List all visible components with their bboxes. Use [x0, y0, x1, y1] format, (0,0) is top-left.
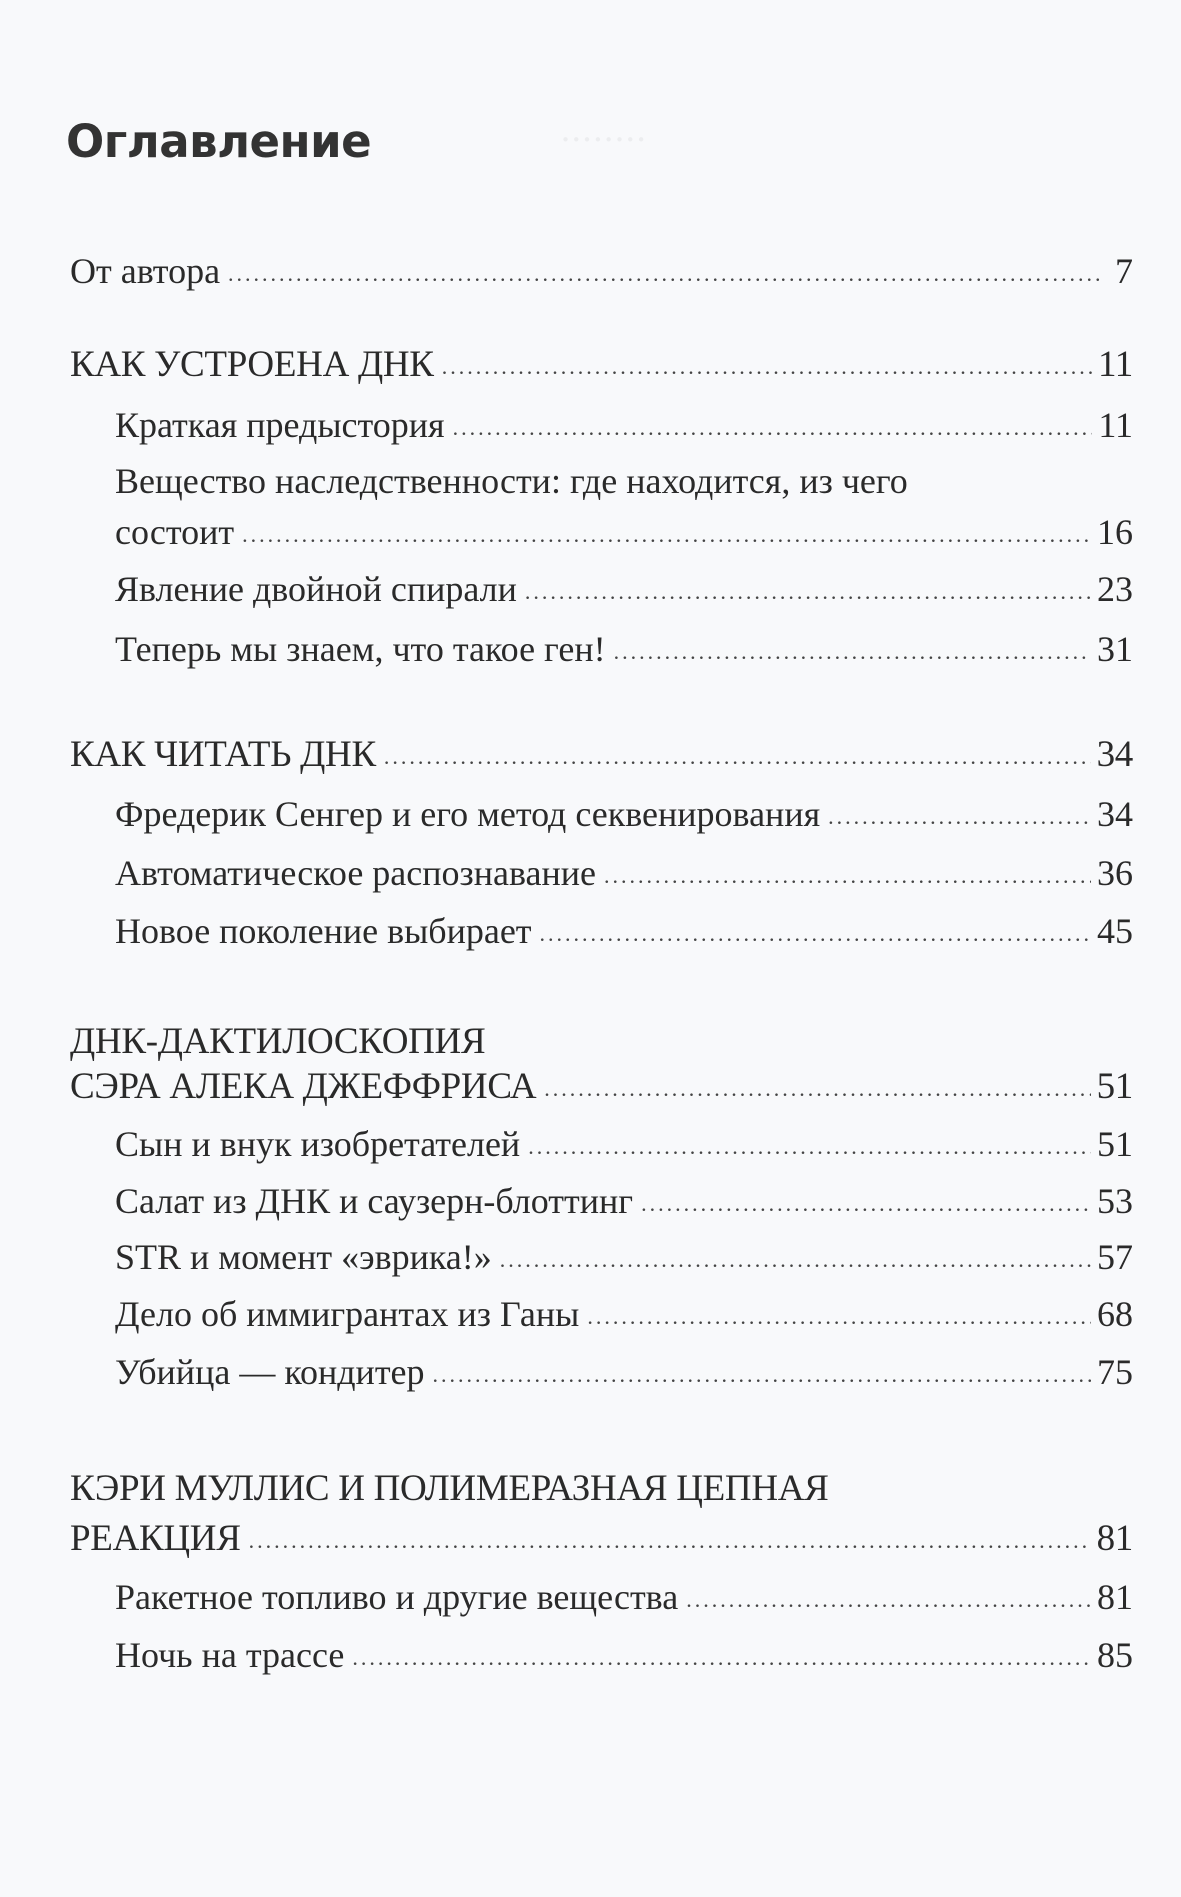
dot-leader	[352, 1647, 1091, 1669]
dot-leader	[540, 923, 1091, 945]
dot-leader	[249, 1530, 1091, 1552]
toc-page-number: 57	[1097, 1237, 1133, 1277]
bleed-through-text	[560, 120, 646, 160]
dot-leader	[528, 1136, 1091, 1158]
toc-entry-label: Салат из ДНК и саузерн-блоттинг	[115, 1181, 634, 1221]
toc-entry-son-and-grandson[interactable]	[115, 1121, 1133, 1167]
dot-leader	[442, 356, 1092, 378]
toc-entry-label: Ночь на трассе	[115, 1635, 345, 1675]
dot-leader	[604, 865, 1091, 887]
toc-entry-str-eureka[interactable]	[115, 1234, 1133, 1280]
toc-entry-what-is-gene[interactable]	[115, 626, 1133, 672]
toc-section-dna-fingerprinting[interactable]	[70, 1019, 1133, 1110]
toc-page-number: 81	[1096, 1518, 1133, 1559]
dot-leader	[228, 263, 1103, 285]
toc-entry-label: От автора	[70, 251, 221, 291]
toc-section-label-line1: КЭРИ МУЛЛИС И ПОЛИМЕРАЗНАЯ ЦЕПНАЯ	[70, 1468, 829, 1509]
toc-section-label: СЭРА АЛЕКА ДЖЕФФРИСА	[70, 1066, 537, 1107]
toc-entry-label: Убийца — кондитер	[115, 1352, 425, 1392]
toc-section-label: РЕАКЦИЯ	[70, 1518, 241, 1559]
toc-section-label-line1: ДНК-ДАКТИЛОСКОПИЯ	[70, 1021, 486, 1062]
toc-entry-label: Дело об иммигрантах из Ганы	[115, 1294, 580, 1334]
dot-leader	[641, 1193, 1091, 1215]
dot-leader	[242, 524, 1091, 546]
toc-entry-label-line1: Вещество наследственности: где находится, из чего	[115, 461, 908, 501]
dot-leader	[433, 1364, 1091, 1386]
toc-page-number: 75	[1097, 1352, 1133, 1392]
toc-page-number: 51	[1097, 1124, 1133, 1164]
toc-entry-killer-baker[interactable]	[115, 1349, 1133, 1395]
toc-page-number: 34	[1096, 734, 1133, 775]
toc-entry-label: Теперь мы знаем, что такое ген!	[115, 629, 606, 669]
dot-leader	[614, 641, 1091, 663]
toc-entry-label: Явление двойной спирали	[115, 569, 517, 609]
toc-section-reading-dna[interactable]	[70, 732, 1133, 778]
toc-entry-automatic-recognition[interactable]	[115, 850, 1133, 896]
toc-entry-label: Краткая предыстория	[115, 405, 445, 445]
toc-entry-sanger-method[interactable]	[115, 791, 1133, 837]
toc-entry-brief-history[interactable]	[115, 402, 1133, 448]
toc-section-label: КАК УСТРОЕНА ДНК	[70, 344, 434, 385]
toc-page-number: 68	[1097, 1294, 1133, 1334]
toc-section-dna-structure[interactable]	[70, 342, 1133, 388]
toc-page-number: 45	[1097, 911, 1133, 951]
toc-page-number: 31	[1097, 629, 1133, 669]
toc-entry-label: состоит	[115, 512, 235, 552]
toc-page-number: 36	[1097, 853, 1133, 893]
toc-entry-from-author[interactable]	[70, 248, 1133, 294]
dot-leader	[544, 1078, 1090, 1100]
toc-page-number: 11	[1097, 344, 1133, 385]
dot-leader	[453, 417, 1093, 439]
toc-page-number: 23	[1097, 569, 1133, 609]
dot-leader	[384, 746, 1091, 768]
toc-entry-label: Фредерик Сенгер и его метод секвенирования	[115, 794, 821, 834]
page-title: Оглавление	[66, 115, 372, 168]
toc-entry-label: Сын и внук изобретателей	[115, 1124, 521, 1164]
toc-page-number: 16	[1097, 512, 1133, 552]
toc-entry-label: STR и момент «эврика!»	[115, 1237, 492, 1277]
toc-page-number: 51	[1096, 1066, 1133, 1107]
dot-leader	[828, 806, 1091, 828]
dot-leader	[686, 1589, 1091, 1611]
toc-page-number: 7	[1115, 251, 1133, 291]
toc-entry-southern-blotting[interactable]	[115, 1178, 1133, 1224]
toc-entry-rocket-fuel[interactable]	[115, 1574, 1133, 1620]
toc-page-number: 81	[1097, 1577, 1133, 1617]
toc-section-kary-mullis-pcr[interactable]	[70, 1466, 1133, 1562]
toc-entry-heredity-substance[interactable]	[115, 458, 1133, 555]
toc-entry-ghana-immigrants[interactable]	[115, 1291, 1133, 1337]
toc-entry-new-generation[interactable]	[115, 908, 1133, 954]
toc-entry-night-on-highway[interactable]	[115, 1632, 1133, 1678]
toc-entry-label: Автоматическое распознавание	[115, 853, 596, 893]
toc-section-label: КАК ЧИТАТЬ ДНК	[70, 734, 376, 775]
toc-page-number: 85	[1097, 1635, 1133, 1675]
toc-page-number: 34	[1097, 794, 1133, 834]
dot-leader	[587, 1306, 1091, 1328]
dot-leader	[525, 581, 1091, 603]
toc-entry-label: Ракетное топливо и другие вещества	[115, 1577, 679, 1617]
toc-page-number: 11	[1098, 405, 1133, 445]
toc-entry-label: Новое поколение выбирает	[115, 911, 532, 951]
toc-entry-double-helix[interactable]	[115, 566, 1133, 612]
toc-page-number: 53	[1097, 1181, 1133, 1221]
dot-leader	[500, 1249, 1091, 1271]
